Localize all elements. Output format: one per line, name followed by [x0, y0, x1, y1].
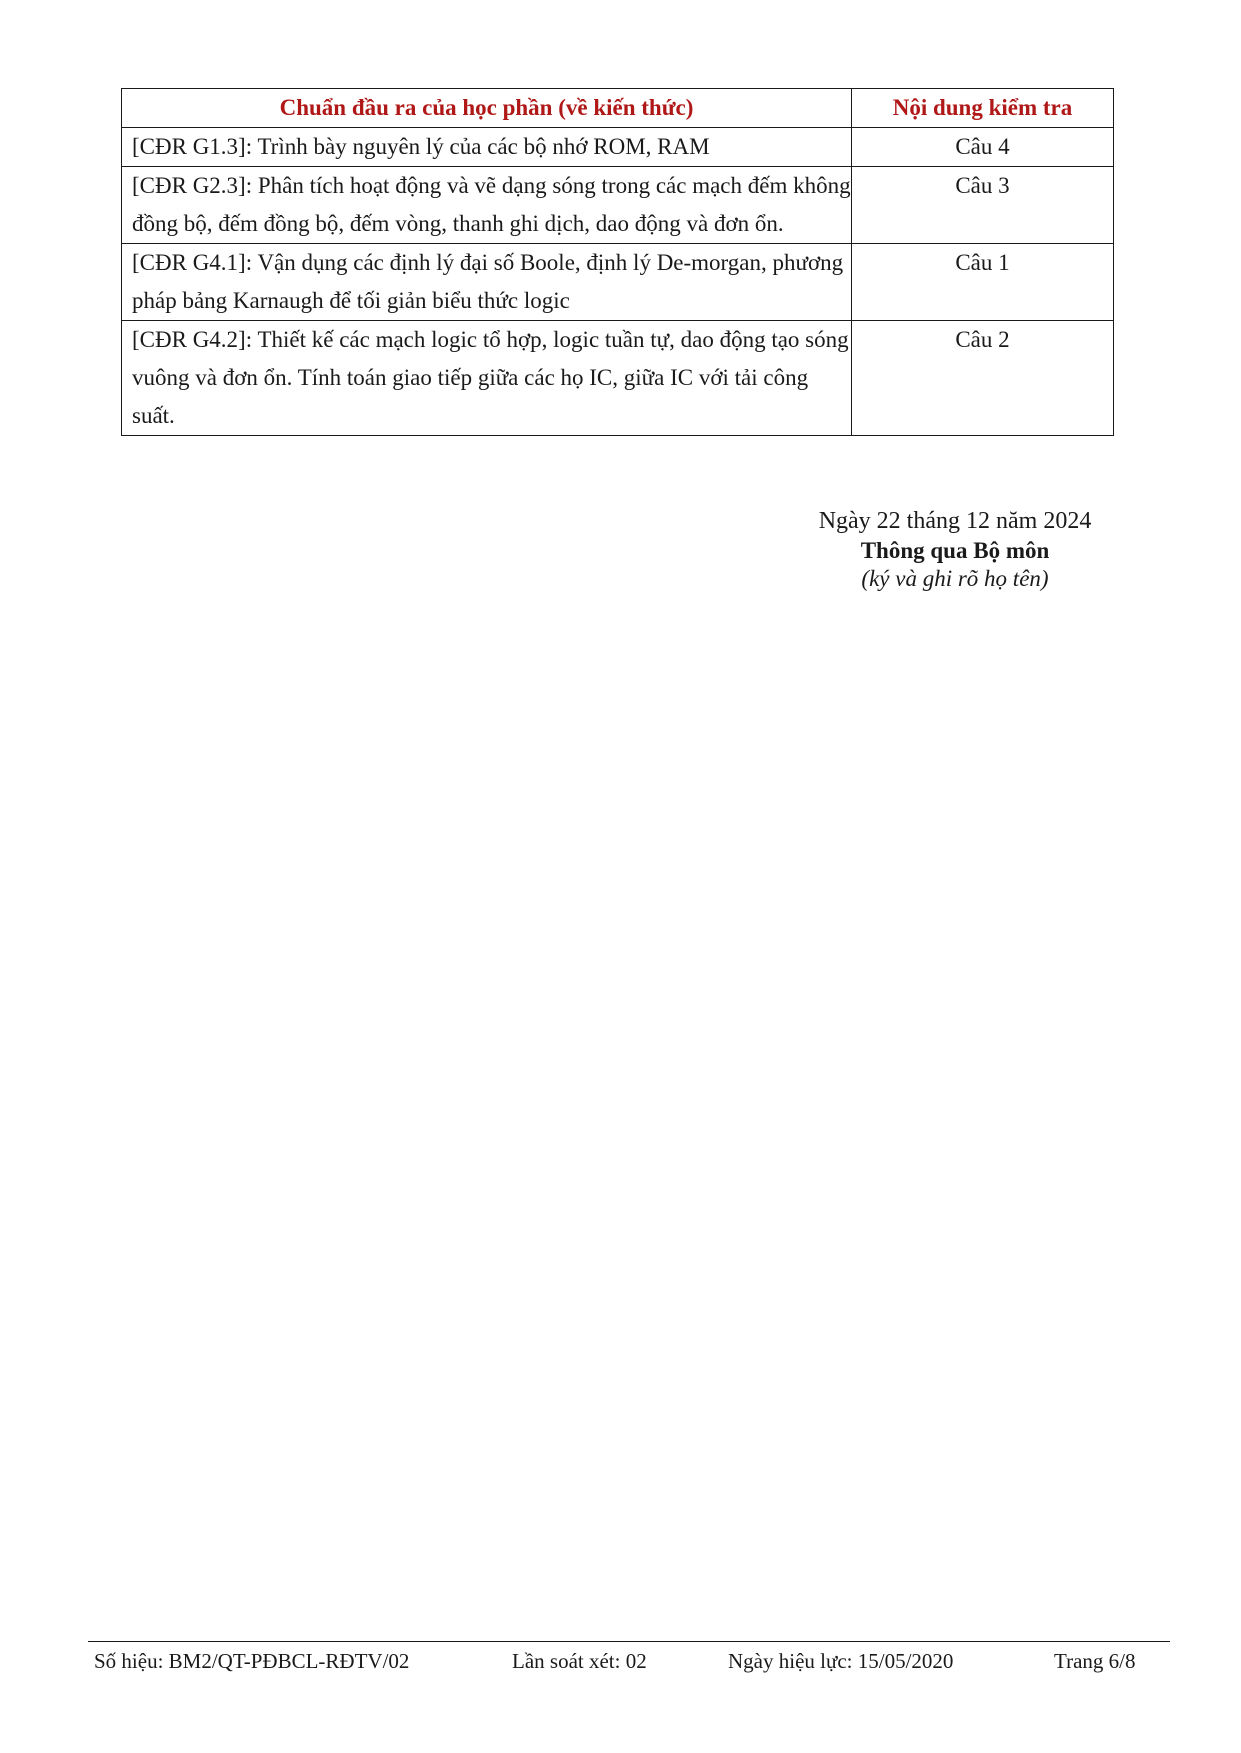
signature-note: (ký và ghi rõ họ tên)	[861, 566, 1049, 591]
header-learning-outcome: Chuẩn đầu ra của học phần (về kiến thức)	[122, 89, 852, 128]
footer-page-number: Trang 6/8	[1054, 1649, 1136, 1673]
table-row	[122, 321, 1114, 436]
table-row	[122, 128, 1114, 167]
question-cell: Câu 2	[852, 321, 1114, 436]
table-row	[122, 167, 1114, 244]
outcome-cell: [CĐR G4.2]: Thiết kế các mạch logic tổ hợp, logic tuần tự, dao động tạo sóng vuông và đơn ổn. Tính toán giao tiếp giữa các họ IC, giữa IC với tải công suất.	[122, 321, 852, 436]
header-test-content: Nội dung kiểm tra	[852, 89, 1114, 128]
question-cell: Câu 3	[852, 167, 1114, 244]
signature-title: Thông qua Bộ môn	[860, 538, 1050, 563]
table-row	[122, 244, 1114, 321]
outcome-cell: [CĐR G2.3]: Phân tích hoạt động và vẽ dạng sóng trong các mạch đếm không đồng bộ, đếm đồng bộ, đếm vòng, thanh ghi dịch, dao động và đơn ổn.	[122, 167, 852, 244]
signature-date: Ngày 22 tháng 12 năm 2024	[818, 508, 1092, 534]
footer-effective-date: Ngày hiệu lực: 15/05/2020	[728, 1649, 954, 1673]
learning-outcomes-table	[121, 88, 1114, 436]
footer-revision: Lần soát xét: 02	[512, 1649, 647, 1673]
table-header-row	[122, 89, 1114, 128]
footer-doc-code: Số hiệu: BM2/QT-PĐBCL-RĐTV/02	[94, 1649, 410, 1673]
question-cell: Câu 1	[852, 244, 1114, 321]
question-cell: Câu 4	[852, 128, 1114, 167]
outcome-cell: [CĐR G1.3]: Trình bày nguyên lý của các bộ nhớ ROM, RAM	[122, 128, 852, 167]
page-footer	[88, 1641, 1170, 1673]
signature-block	[790, 505, 1120, 593]
outcome-cell: [CĐR G4.1]: Vận dụng các định lý đại số Boole, định lý De-morgan, phương pháp bảng Karnaugh để tối giản biểu thức logic	[122, 244, 852, 321]
